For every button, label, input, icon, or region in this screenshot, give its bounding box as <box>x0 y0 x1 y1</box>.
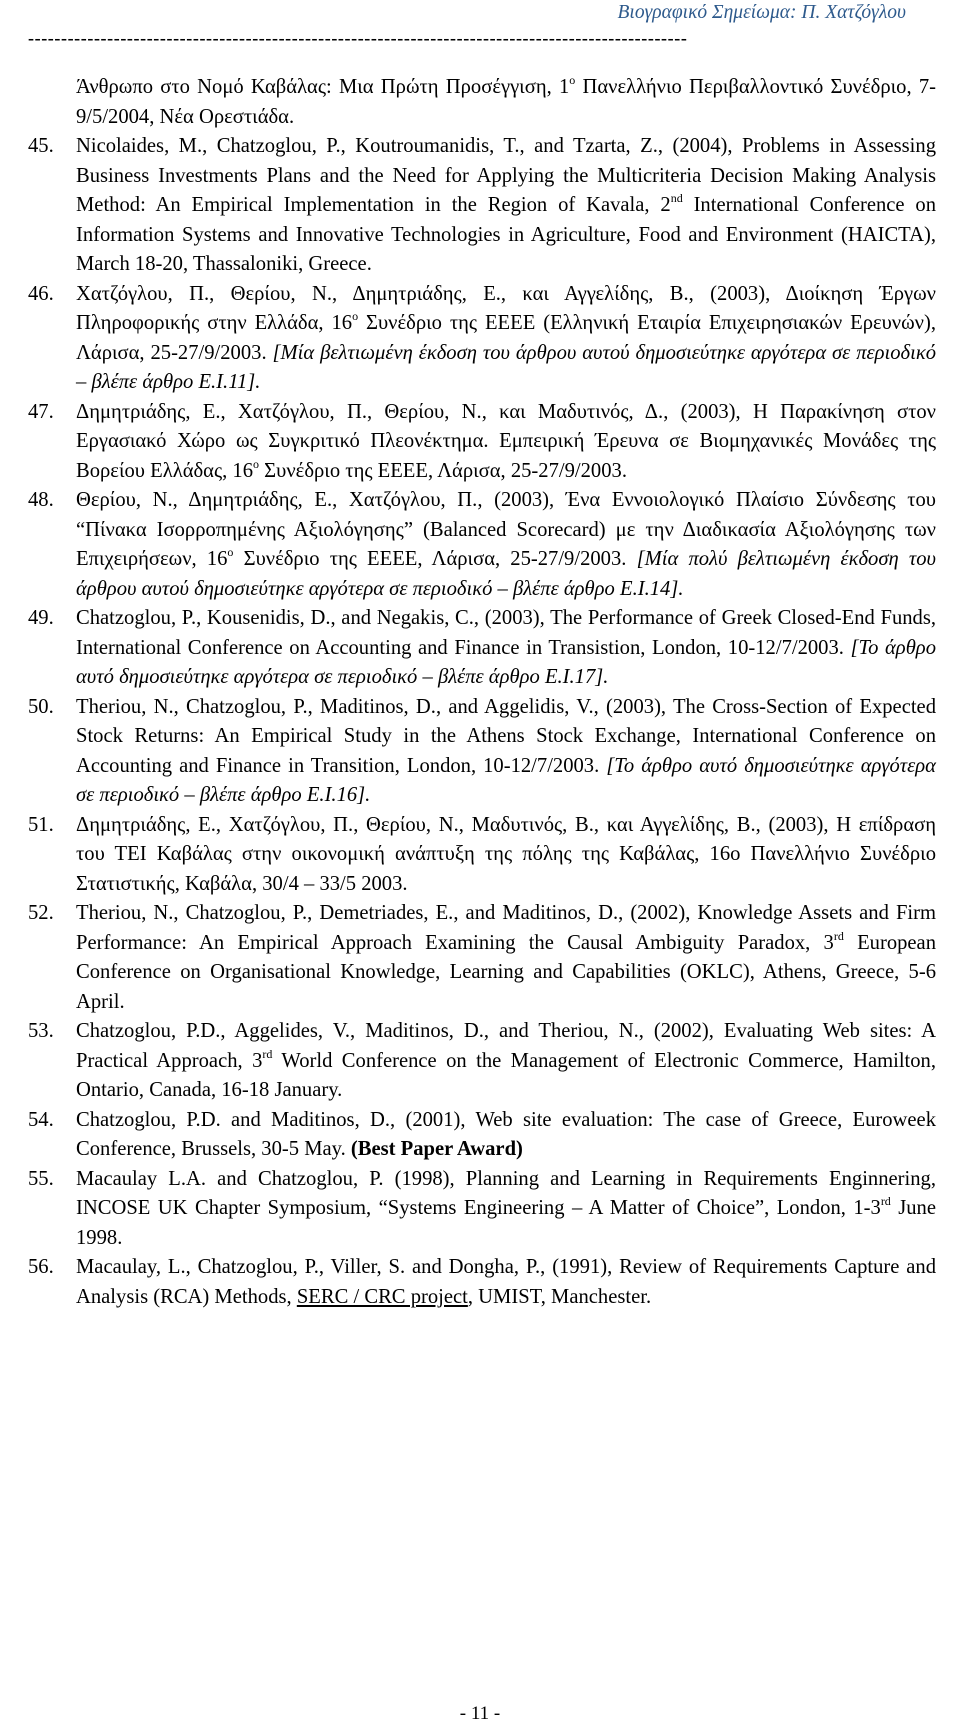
superscript: rd <box>833 928 844 943</box>
entry-number: 47. <box>28 400 54 423</box>
entry-number: 50. <box>28 695 54 718</box>
entry-text: Δημητριάδης, Ε., Χατζόγλου, Π., Θερίου, Ν., Μαδυτινός, Β., και Αγγελίδης, Β., (2003), Η επίδραση του ΤΕΙ Καβάλας στην οικονομική ανάπτυξη της πόλης της Καβάλας, 16ο Πανελλήνιο Συνέδριο Στατιστικής, Καβάλα, 30/4 – 33/5 2003. <box>76 813 936 895</box>
publication-entry <box>28 1017 936 1106</box>
entry-text: Άνθρωπο στο Νομό Καβάλας: Μια Πρώτη Προσέγγιση, 1 <box>76 76 570 98</box>
entry-number: 45. <box>28 135 54 157</box>
entry-text: Θερίου, Ν., Δημητριάδης, Ε., Χατζόγλου, Π., (2003), Ένα Εννοιολογικό Πλαίσιο Σύνδεσης του “Πίνακα Ισορροπημένης Αξιολόγησης” (Balanced Scorecard) με την Διαδικασία Αξιολόγησης των Επιχειρήσεων, 16 <box>76 489 936 570</box>
publication-entry <box>28 73 936 132</box>
publication-entry <box>28 811 936 900</box>
underlined-text: SERC / CRC project <box>296 1285 468 1308</box>
entry-text: [Το άρθρο αυτό δημοσιεύτηκε αργότερα σε περιοδικό – βλέπε άρθρο Ε.Ι.16]. <box>76 754 936 806</box>
publication-entry <box>28 899 936 1017</box>
publication-entry <box>28 1106 936 1165</box>
entry-text: Συνέδριο της ΕΕΕΕ, Λάρισα, 25-27/9/2003. <box>233 548 637 570</box>
running-header: Βιογραφικό Σημείωμα: Π. Χατζόγλου <box>617 2 906 23</box>
entry-number: 46. <box>28 282 54 305</box>
entry-number: 52. <box>28 902 54 924</box>
entry-number: 48. <box>28 489 54 511</box>
entry-text: Συνέδριο της ΕΕΕΕ (Ελληνική Εταιρία Επιχειρησιακών Ερευνών), Λάρισα, 25-27/9/2003. <box>76 312 936 364</box>
superscript: nd <box>670 191 683 206</box>
superscript: rd <box>262 1046 273 1061</box>
entry-text: Chatzoglou, P.D. and Maditinos, D., (2001), Web site evaluation: The case of Greece, Euroweek Conference, Brussels, 30-5 May. <box>76 1108 936 1160</box>
superscript: ο <box>253 456 260 471</box>
entry-number: 53. <box>28 1020 54 1042</box>
entry-number: 54. <box>28 1108 54 1131</box>
entry-number: 51. <box>28 813 54 836</box>
entry-text: , UMIST, Manchester. <box>467 1285 652 1308</box>
publication-entry <box>28 280 936 398</box>
entry-text: [Το άρθρο αυτό δημοσιεύτηκε αργότερα σε περιοδικό – βλέπε άρθρο Ε.Ι.17]. <box>76 636 936 688</box>
publication-entry <box>28 132 936 280</box>
entry-text: Συνέδριο της ΕΕΕΕ, Λάρισα, 25-27/9/2003. <box>259 459 627 482</box>
entry-text: Theriou, N., Chatzoglou, P., Maditinos, D., and Aggelidis, V., (2003), The Cross-Section of Expected Stock Returns: An Empirical Study in the Athens Stock Exchange, International Conference on Accounting and Finance in Transition, London, 10-12/7/2003. <box>76 695 936 777</box>
superscript: ο <box>569 73 576 88</box>
publication-entry <box>28 604 936 693</box>
header-dashed-rule: ---------------------------------------------------------------------------------------------------- <box>28 28 688 48</box>
publication-entry <box>28 693 936 811</box>
entry-text: Χατζόγλου, Π., Θερίου, Ν., Δημητριάδης, Ε., και Αγγελίδης, Β., (2003), Διοίκηση Έργων Πληροφορικής στην Ελλάδα, 16 <box>76 282 936 334</box>
entry-number: 49. <box>28 607 54 629</box>
superscript: ο <box>227 545 234 560</box>
entry-text: [Μία βελτιωμένη έκδοση του άρθρου αυτού δημοσιεύτηκε αργότερα σε περιοδικό – βλέπε άρθρο Ε.Ι.11]. <box>76 341 937 393</box>
entry-text: Chatzoglou, P.D., Aggelides, V., Maditinos, D., and Theriou, N., (2002), Evaluating Web sites: A Practical Approach, 3 <box>76 1020 936 1072</box>
page-number: - 11 - <box>459 1703 501 1724</box>
entry-number: 56. <box>28 1256 54 1278</box>
publication-list <box>28 73 936 1312</box>
publication-entry <box>28 398 936 487</box>
entry-text: International Conference on Information Systems and Innovative Technologies in Agriculture, Food and Environment (HAICTA), March 18-20, Thassaloniki, Greece. <box>76 194 937 275</box>
entry-text: Πανελλήνιο Περιβαλλοντικό Συνέδριο, 7-9/5/2004, Νέα Ορεστιάδα. <box>76 76 936 128</box>
entry-text: Macaulay L.A. and Chatzoglou, P. (1998), Planning and Learning in Requirements Enginnering, INCOSE UK Chapter Symposium, “Systems Engineering – A Matter of Choice”, London, 1-3 <box>76 1167 936 1219</box>
entry-text: World Conference on the Management of Electronic Commerce, Hamilton, Ontario, Canada, 16-18 January. <box>76 1049 937 1101</box>
entry-text: Nicolaides, M., Chatzoglou, P., Koutroumanidis, T., and Tzarta, Z., (2004), Problems in Assessing Business Investments Plans and the Need for Applying the Multicriteria Decision Making Analysis Method: An Empirical Implementation in the Region of Kavala, 2 <box>76 135 936 216</box>
entry-text: European Conference on Organisational Knowledge, Learning and Capabilities (OKLC), Athens, Greece, 5-6 April. <box>76 931 936 1013</box>
entry-text: June 1998. <box>76 1197 936 1249</box>
entry-number: 55. <box>28 1167 54 1190</box>
publication-entry <box>28 486 936 604</box>
entry-text: Δημητριάδης, Ε., Χατζόγλου, Π., Θερίου, Ν., και Μαδυτινός, Δ., (2003), Η Παρακίνηση στον Εργασιακό Χώρο ως Συγκριτικό Πλεονέκτημα. Εμπειρική Έρευνα σε Βιομηχανικές Μονάδες της Βορείου Ελλάδας, 16 <box>76 400 936 482</box>
entry-text: [Μία πολύ βελτιωμένη έκδοση του άρθρου αυτού δημοσιεύτηκε αργότερα σε περιοδικό – βλέπε άρθρο Ε.Ι.14]. <box>76 548 936 600</box>
entry-text: (Best Paper Award) <box>350 1138 523 1160</box>
entry-text: Macaulay, L., Chatzoglou, P., Viller, S. and Dongha, P., (1991), Review of Requirements Capture and Analysis (RCA) Methods, <box>76 1256 936 1308</box>
entry-text: Chatzoglou, P., Kousenidis, D., and Negakis, C., (2003), The Performance of Greek Closed-End Funds, International Conference on Accounting and Finance in Transistion, London, 10-12/7/2003. <box>76 607 936 659</box>
publication-entry <box>28 1253 936 1312</box>
superscript: ο <box>352 309 359 324</box>
superscript: rd <box>880 1194 891 1209</box>
entry-text: Theriou, N., Chatzoglou, P., Demetriades, E., and Maditinos, D., (2002), Knowledge Assets and Firm Performance: An Empirical Approach Examining the Causal Ambiguity Paradox, 3 <box>76 902 936 954</box>
publication-entry <box>28 1165 936 1254</box>
